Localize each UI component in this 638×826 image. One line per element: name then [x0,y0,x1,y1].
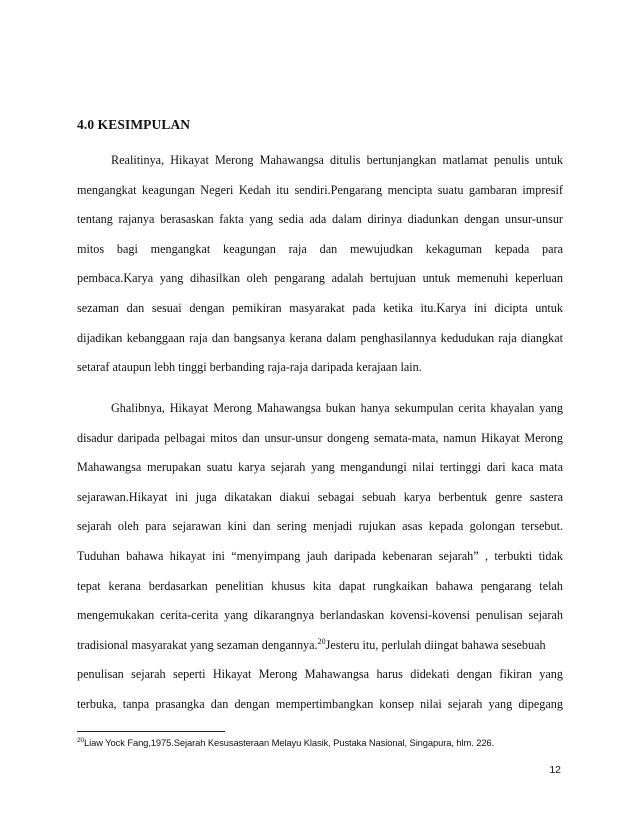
paragraph-line: Mahawangsa merupakan suatu karya sejarah yang mengandungi nilai tertinggi dari kaca mata [77,460,563,475]
page-number: 12 [549,764,561,776]
paragraph-line: tepat kerana berdasarkan penelitian khusus kita dapat rungkaikan bahawa pengarang telah [77,578,563,593]
paragraph-line [77,638,563,668]
paragraph-line: mengemukakan cerita-cerita yang dikarangnya berlandaskan kovensi-kovensi penulisan sejarah [77,608,563,623]
paragraph-line: dijadikan kebanggaan raja dan bangsanya kerana dalam penghasilannya kedudukan raja diangkat [77,330,563,345]
paragraph-conclusion-1 [77,153,563,390]
footnote-number: 20 [77,737,85,744]
paragraph-line: Ghalibnya, Hikayat Merong Mahawangsa bukan hanya sekumpulan cerita khayalan yang [111,401,563,415]
paragraph-conclusion-2 [77,401,563,727]
paragraph-line: sejarah oleh para sejarawan kini dan sering menjadi rujukan asas kepada golongan tersebut. [77,519,563,534]
paragraph-line-segment: tradisional masyarakat yang sezaman dengannya.$^{20}$Jesteru itu, perlulah diingat bahawa sesebuah [77,636,546,652]
paragraph-line: setaraf ataupun lebh tinggi berbanding raja-raja daripada kerajaan lain. [77,360,422,375]
footnote-separator [77,731,225,732]
paragraph-line: Tuduhan bahawa hikayat ini “menyimpang jauh daripada kebenaran sejarah” , terbukti tidak [77,548,563,563]
paragraph-line: mengangkat keagungan Negeri Kedah itu sendiri.Pengarang mencipta suatu gambaran impresif [77,182,563,197]
paragraph-line: sezaman dan sesuai dengan pemikiran masyarakat pada ketika itu.Karya ini dicipta untuk [77,300,563,315]
paragraph-line: penulisan sejarah seperti Hikayat Merong Mahawangsa harus didekati dengan fikiran yang [77,667,563,682]
paragraph-line: pembaca.Karya yang dihasilkan oleh pengarang adalah bertujuan untuk memenuhi keperluan [77,271,563,286]
footnote-text: Liaw Yock Fang,1975.Sejarah Kesusasteraan Melayu Klasik, Pustaka Nasional, Singapura, hlm. 226. [84,737,495,748]
section-heading: 4.0 KESIMPULAN [77,117,191,132]
paragraph-line: sejarawan.Hikayat ini juga dikatakan diakui sebagai sebuah karya berbentuk genre sastera [77,489,563,504]
paragraph-line: mitos bagi mengangkat keagungan raja dan mewujudkan kekaguman kepada para [77,241,563,256]
paragraph-line: Realitinya, Hikayat Merong Mahawangsa ditulis bertunjangkan matlamat penulis untuk [111,153,563,167]
paragraph-line: tentang rajanya berasaskan fakta yang sedia ada dalam dirinya diadunkan dengan unsur-unsur [77,212,563,227]
paragraph-line: terbuka, tanpa prasangka dan dengan mempertimbangkan konsep nilai sejarah yang dipegang [77,696,563,711]
paragraph-line: disadur daripada pelbagai mitos dan unsur-unsur dongeng semata-mata, namun Hikayat Merong [77,430,563,445]
footnote [77,737,494,748]
footnote-reference[interactable]: 20 [317,636,326,646]
